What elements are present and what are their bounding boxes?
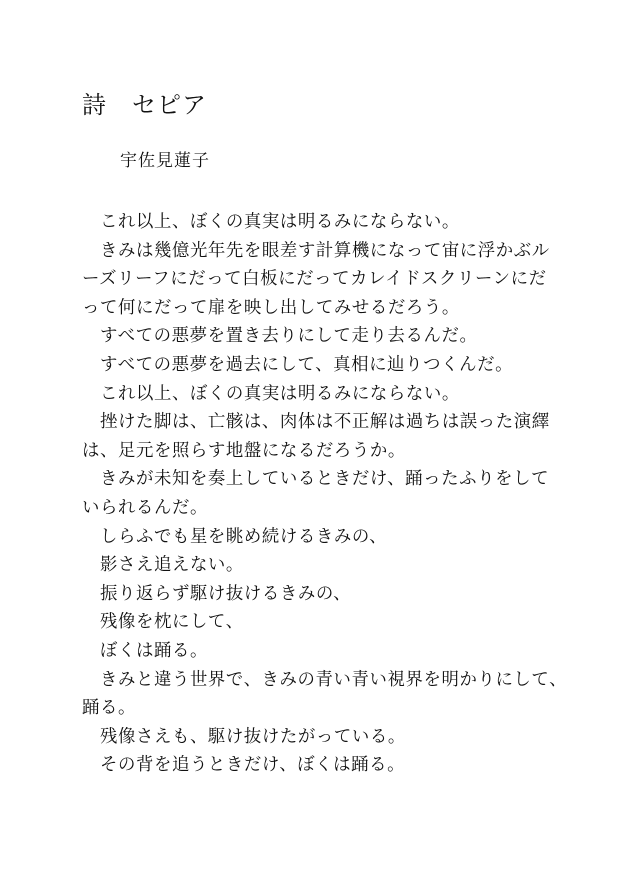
poem-line: しらふでも星を眺め続けるきみの、: [82, 526, 388, 547]
poem-line: 振り返らず駆け抜けるきみの、: [82, 583, 352, 604]
poem-line: きみは幾億光年先を眼差す計算機になって宙に浮かぶル: [82, 240, 550, 261]
poem-line: 残像を枕にして、: [82, 612, 244, 633]
poem-line: 挫けた脚は、亡骸は、肉体は不正解は過ちは誤った演繹: [82, 412, 550, 433]
poem-line: って何にだって扉を映し出してみせるだろう。: [82, 297, 460, 318]
poem-line: その背を追うときだけ、ぼくは踊る。: [82, 755, 406, 776]
poem-line: ーズリーフにだって白板にだってカレイドスクリーンにだ: [82, 269, 547, 290]
poem-line: 影さえ追えない。: [82, 555, 244, 576]
poem-line: これ以上、ぼくの真実は明るみにならない。: [82, 383, 460, 404]
poem-line: すべての悪夢を過去にして、真相に辿りつくんだ。: [82, 354, 514, 375]
poem-line: これ以上、ぼくの真実は明るみにならない。: [82, 212, 460, 232]
poem-line: 残像さえも、駆け抜けたがっている。: [82, 726, 406, 747]
poem-body: [82, 208, 568, 780]
poem-line: すべての悪夢を置き去りにして走り去るんだ。: [82, 326, 478, 347]
poem-line: きみと違う世界で、きみの青い青い視界を明かりにして、: [82, 669, 568, 690]
poem-line: は、足元を照らす地盤になるだろうか。: [82, 440, 406, 461]
poem-author: 宇佐見蓮子: [120, 151, 210, 171]
poem-line: 踊る。: [82, 698, 136, 719]
poem-title: 詩 セピア: [82, 91, 207, 119]
poem-line: いられるんだ。: [82, 497, 208, 518]
poem-line: きみが未知を奏上しているときだけ、踊ったふりをして: [82, 469, 550, 490]
poem-line: ぼくは踊る。: [82, 640, 208, 661]
